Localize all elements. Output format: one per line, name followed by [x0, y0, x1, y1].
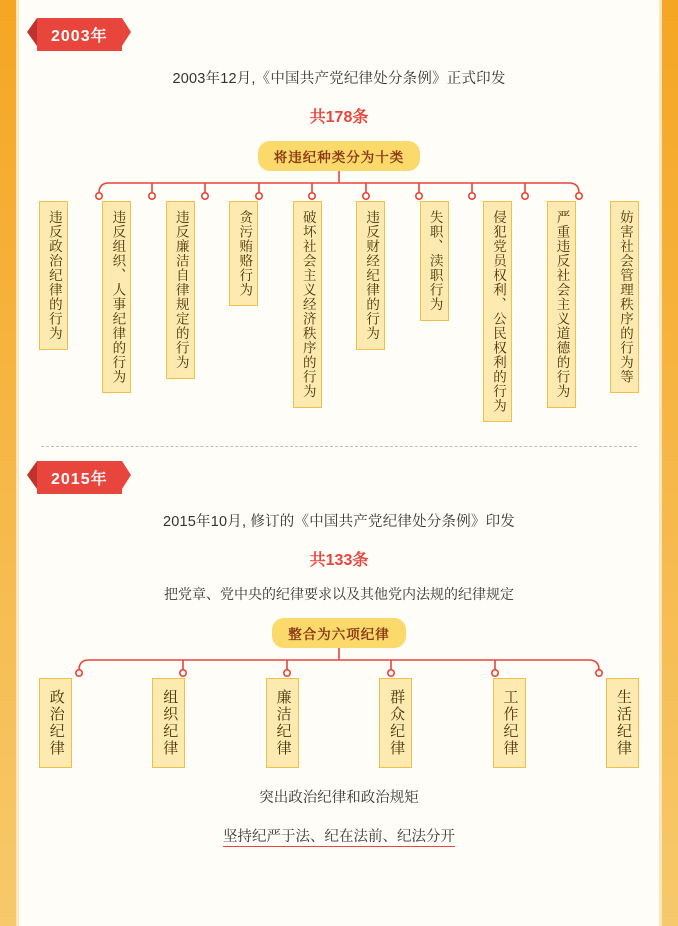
section-2003: [19, 0, 659, 422]
category-card: 违反廉洁自律规定的行为: [166, 201, 195, 379]
right-border-decoration: [662, 0, 678, 926]
pill-wrap-2015: [19, 618, 659, 648]
pill-wrap-2003: [19, 141, 659, 171]
year-ribbon-2015: 2015年: [37, 461, 122, 494]
content-area: [19, 0, 659, 926]
category-pill-2015: 整合为六项纪律: [272, 618, 406, 648]
category-pill-2003: 将违纪种类分为十类: [258, 141, 421, 171]
year-ribbon-2003: 2003年: [37, 18, 122, 51]
lead-text-2015: 2015年10月, 修订的《中国共产党纪律处分条例》印发: [162, 514, 516, 530]
category-card: 失职、渎职行为: [420, 201, 449, 321]
category-card: 侵犯党员权利、公民权利的行为: [483, 201, 512, 422]
connector-tree-2015: [19, 648, 659, 678]
category-card: 生活纪律: [606, 678, 639, 768]
section-2015: [19, 447, 659, 846]
connector-tree-2003-svg: [19, 171, 659, 203]
article-count-2015: 共133条: [309, 552, 369, 569]
category-card: 政治纪律: [39, 678, 72, 768]
category-card: 违反政治纪律的行为: [39, 201, 68, 350]
category-card: 群众纪律: [379, 678, 412, 768]
category-card: 破坏社会主义经济秩序的行为: [293, 201, 322, 408]
category-card: 工作纪律: [493, 678, 526, 768]
footer-line-1: 突出政治纪律和政治规矩: [259, 790, 419, 806]
category-card: 严重违反社会主义道德的行为: [547, 201, 576, 408]
connector-tree-2015-svg: [19, 648, 659, 680]
left-border-decoration: [0, 0, 16, 926]
category-cards-2015: [19, 678, 659, 768]
category-cards-2003: [19, 201, 659, 422]
article-count-2003: 共178条: [309, 109, 369, 126]
category-card: 廉洁纪律: [266, 678, 299, 768]
lead-text-2003: 2003年12月,《中国共产党纪律处分条例》正式印发: [172, 71, 506, 87]
category-card: 违反财经纪律的行为: [356, 201, 385, 350]
connector-tree-2003: [19, 171, 659, 201]
right-border-inner-line: [659, 0, 662, 926]
category-card: 组织纪律: [152, 678, 185, 768]
category-card: 违反组织、人事纪律的行为: [102, 201, 131, 393]
category-card: 妨害社会管理秩序的行为等: [610, 201, 639, 393]
subtitle-text-2015: 把党章、党中央的纪律要求以及其他党内法规的纪律规定: [164, 586, 514, 602]
category-card: 贪污贿赂行为: [229, 201, 258, 306]
footer-line-2: 坚持纪严于法、纪在法前、纪法分开: [223, 829, 455, 845]
